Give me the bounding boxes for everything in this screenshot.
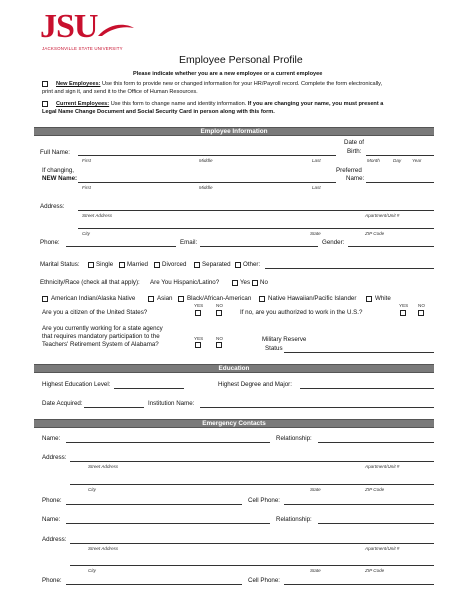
date-acquired-label: Date Acquired:	[42, 400, 83, 407]
marital-single-checkbox[interactable]	[88, 262, 94, 268]
race-white-checkbox[interactable]	[366, 296, 372, 302]
section-education: Education	[34, 364, 434, 373]
gender-field[interactable]	[348, 246, 434, 247]
middle-sublabel: Middle	[199, 185, 213, 190]
zip-sublabel: ZIP Code	[365, 231, 385, 236]
marital-other-label: Other:	[243, 261, 261, 268]
institution-field[interactable]	[200, 407, 434, 408]
citizen-question: Are you a citizen of the United States?	[42, 309, 148, 316]
date-acquired-field[interactable]	[84, 407, 144, 408]
ec1-relationship-label: Relationship:	[276, 435, 312, 442]
military-reserve-label: Military Reserve	[262, 336, 307, 343]
ec2-phone-label: Phone:	[42, 577, 62, 584]
ec2-cell-phone-field[interactable]	[284, 584, 434, 585]
phone-field[interactable]	[66, 246, 176, 247]
military-status-label: Status	[265, 345, 283, 352]
marital-other-field[interactable]	[265, 268, 434, 269]
new-employees-line-2: print and sign it, and send it to the Office of Human Resources.	[42, 89, 198, 95]
ec2-street-field[interactable]	[70, 543, 434, 544]
month-sublabel: Month	[367, 158, 380, 163]
ec1-name-field[interactable]	[66, 442, 270, 443]
marital-divorced-checkbox[interactable]	[154, 262, 160, 268]
ec2-name-label: Name:	[42, 516, 61, 523]
ec2-relationship-field[interactable]	[318, 523, 434, 524]
ec1-zip-sublabel: ZIP Code	[365, 487, 385, 492]
ec2-city-sublabel: City	[88, 568, 96, 573]
citizen-yes-header: YES	[194, 303, 204, 308]
race-american-indian-checkbox[interactable]	[42, 296, 48, 302]
section-employee-information: Employee Information	[34, 127, 434, 136]
ec1-phone-field[interactable]	[66, 504, 242, 505]
highest-education-label: Highest Education Level:	[42, 381, 111, 388]
ec2-cell-phone-label: Cell Phone:	[248, 577, 280, 584]
current-employees-line-2: Legal Name Change Document and Social Security Card in person along with this form.	[42, 109, 275, 115]
trs-no-checkbox[interactable]	[216, 342, 222, 348]
ec1-cell-phone-label: Cell Phone:	[248, 497, 280, 504]
ec2-state-sublabel: State	[310, 568, 321, 573]
new-employee-checkbox[interactable]	[42, 81, 48, 87]
hispanic-yes-label: Yes	[240, 279, 251, 286]
email-field[interactable]	[200, 246, 318, 247]
city-sublabel: City	[82, 231, 90, 236]
day-sublabel: Day	[393, 158, 402, 163]
year-sublabel: Year	[412, 158, 422, 163]
date-of-label: Date of	[344, 139, 364, 146]
ethnicity-label: Ethnicity/Race (check all that apply):	[40, 279, 140, 286]
authorized-no-checkbox[interactable]	[418, 310, 424, 316]
ec1-city-state-zip-field[interactable]	[70, 484, 434, 485]
authorized-yes-header: YES	[399, 303, 409, 308]
date-of-birth-field[interactable]	[366, 155, 434, 156]
marital-separated-label: Separated	[202, 261, 231, 268]
ec1-phone-label: Phone:	[42, 497, 62, 504]
current-employees-line-1: Current Employees: Use this form to change name and identity information. If you are changing your name, you must present a	[56, 101, 384, 107]
institution-label: Institution Name:	[148, 400, 195, 407]
section-emergency-contacts: Emergency Contacts	[34, 419, 434, 428]
ec2-address-label: Address:	[42, 536, 67, 543]
state-sublabel: State	[310, 231, 321, 236]
race-american-indian-label: American Indian/Alaska Native	[51, 295, 136, 302]
gender-label: Gender:	[322, 239, 345, 246]
ec1-cell-phone-field[interactable]	[284, 504, 434, 505]
email-label: Email:	[180, 239, 198, 246]
new-employees-line-1: New Employees: Use this form to provide new or changed information for your HR/Payroll record. Complete the form electronically,	[56, 81, 383, 87]
hispanic-no-label: No	[260, 279, 268, 286]
trs-yes-checkbox[interactable]	[195, 342, 201, 348]
new-name-label: NEW Name:	[42, 175, 78, 182]
hispanic-yes-checkbox[interactable]	[232, 280, 238, 286]
ec1-address-label: Address:	[42, 454, 67, 461]
race-hawaiian-checkbox[interactable]	[259, 296, 265, 302]
form-title: Employee Personal Profile	[179, 54, 303, 66]
authorized-question: If no, are you authorized to work in the U.S.?	[240, 309, 363, 316]
highest-degree-label: Highest Degree and Major:	[218, 381, 292, 388]
race-hawaiian-label: Native Hawaiian/Pacific Islander	[268, 295, 357, 302]
hispanic-question: Are You Hispanic/Latino?	[150, 279, 220, 286]
military-status-field[interactable]	[284, 352, 434, 353]
middle-sublabel: Middle	[199, 158, 213, 163]
street-address-sublabel: Street Address	[82, 213, 113, 218]
race-asian-label: Asian	[157, 295, 173, 302]
instruction-text: Please indicate whether you are a new employee or a current employee	[133, 71, 323, 77]
ec1-city-sublabel: City	[88, 487, 96, 492]
authorized-yes-checkbox[interactable]	[400, 310, 406, 316]
preferred-name-field[interactable]	[366, 182, 434, 183]
address-label: Address:	[40, 203, 65, 210]
new-name-field[interactable]	[78, 182, 336, 183]
marital-separated-checkbox[interactable]	[194, 262, 200, 268]
ec2-city-state-zip-field[interactable]	[70, 565, 434, 566]
race-white-label: White	[375, 295, 391, 302]
citizen-no-header: NO	[216, 303, 223, 308]
ec2-name-field[interactable]	[66, 523, 270, 524]
authorized-no-header: NO	[418, 303, 425, 308]
ec2-street-sublabel: Street Address	[88, 546, 119, 551]
hispanic-no-checkbox[interactable]	[252, 280, 258, 286]
race-asian-checkbox[interactable]	[148, 296, 154, 302]
marital-divorced-label: Divorced	[162, 261, 187, 268]
last-sublabel: Last	[312, 158, 321, 163]
street-address-field[interactable]	[78, 210, 434, 211]
ec1-relationship-field[interactable]	[318, 442, 434, 443]
trs-no-header: NO	[216, 336, 223, 341]
if-changing-label: If changing,	[42, 167, 74, 174]
full-name-field[interactable]	[78, 155, 336, 156]
ec2-phone-field[interactable]	[66, 584, 242, 585]
marital-status-label: Marital Status:	[40, 261, 80, 268]
logo-swoosh-icon	[96, 22, 136, 40]
marital-single-label: Single	[96, 261, 114, 268]
ec1-state-sublabel: State	[310, 487, 321, 492]
race-black-checkbox[interactable]	[178, 296, 184, 302]
ec1-street-sublabel: Street Address	[88, 464, 119, 469]
ec1-apartment-sublabel: Apartment/Unit #	[365, 464, 400, 469]
logo-subtitle: JACKSONVILLE STATE UNIVERSITY	[42, 46, 123, 51]
trs-yes-header: YES	[194, 336, 204, 341]
last-sublabel: Last	[312, 185, 321, 190]
first-sublabel: First	[82, 185, 91, 190]
marital-married-label: Married	[127, 261, 148, 268]
highest-education-field[interactable]	[114, 388, 184, 389]
apartment-sublabel: Apartment/Unit #	[365, 213, 400, 218]
citizen-no-checkbox[interactable]	[216, 310, 222, 316]
first-sublabel: First	[82, 158, 91, 163]
ec2-zip-sublabel: ZIP Code	[365, 568, 385, 573]
current-employee-checkbox[interactable]	[42, 101, 48, 107]
state-agency-line-2: that requires mandatory participation to the	[42, 333, 160, 340]
birth-label: Birth:	[347, 148, 362, 155]
marital-married-checkbox[interactable]	[119, 262, 125, 268]
state-agency-line-3: Teachers' Retirement System of Alabama?	[42, 341, 159, 348]
ec2-relationship-label: Relationship:	[276, 516, 312, 523]
city-state-zip-field[interactable]	[78, 228, 434, 229]
full-name-label: Full Name:	[40, 149, 70, 156]
preferred-name-label: Name:	[346, 175, 365, 182]
ec2-apartment-sublabel: Apartment/Unit #	[365, 546, 400, 551]
ec1-name-label: Name:	[42, 435, 61, 442]
citizen-yes-checkbox[interactable]	[195, 310, 201, 316]
logo-wordmark: JSU	[40, 8, 98, 45]
highest-degree-field[interactable]	[300, 388, 434, 389]
state-agency-line-1: Are you currently working for a state agency	[42, 325, 163, 332]
phone-label: Phone:	[40, 239, 60, 246]
ec1-street-field[interactable]	[70, 461, 434, 462]
marital-other-checkbox[interactable]	[235, 262, 241, 268]
race-black-label: Black/African-American	[187, 295, 252, 302]
preferred-label: Preferred	[336, 167, 362, 174]
